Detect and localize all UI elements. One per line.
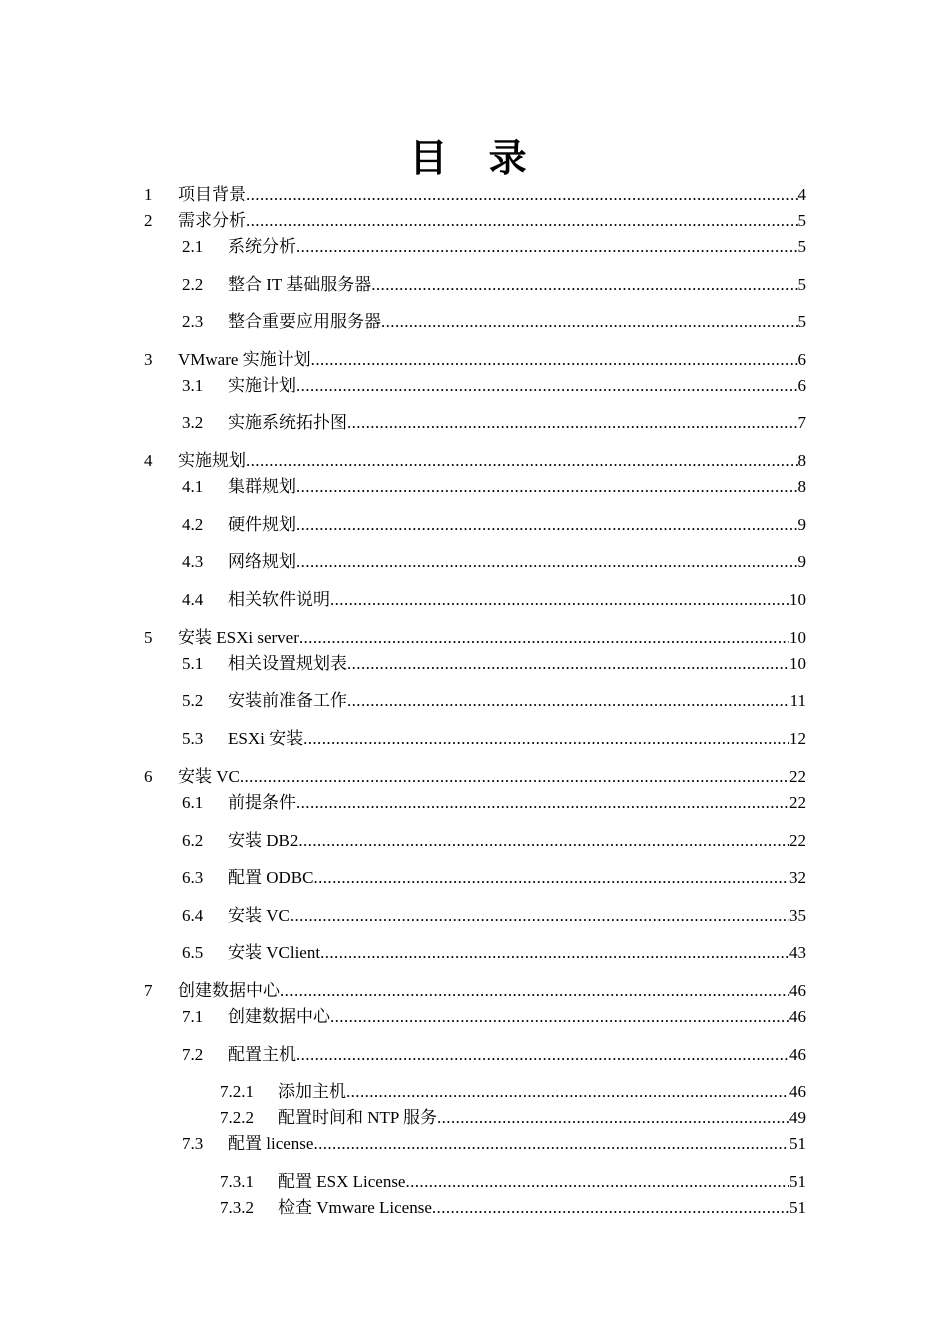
toc-entry[interactable] — [182, 653, 806, 675]
toc-entry-page: 32 — [789, 868, 806, 887]
toc-entry[interactable] — [182, 830, 806, 852]
toc-dot-leader — [347, 653, 789, 675]
toc-entry-number: 7.3.1 — [220, 1172, 254, 1191]
toc-entry-title: 整合 IT 基础服务器 — [228, 275, 372, 294]
toc-dot-leader — [320, 942, 789, 964]
toc-entry-page: 8 — [797, 477, 806, 496]
toc-dot-leader — [246, 450, 798, 472]
toc-entry-number: 2.2 — [182, 275, 204, 294]
toc-entry-number: 6.1 — [182, 793, 204, 812]
toc-entry-title: 配置主机 — [228, 1045, 296, 1064]
toc-entry[interactable] — [220, 1107, 806, 1129]
toc-entry-title: 安装 VClient — [228, 943, 321, 962]
toc-entry-page: 7 — [797, 413, 806, 432]
toc-dot-leader — [240, 766, 789, 788]
toc-entry-number: 7.2 — [182, 1045, 204, 1064]
toc-entry[interactable] — [144, 184, 806, 206]
toc-dot-leader — [296, 236, 798, 258]
toc-entry-page: 35 — [789, 906, 806, 925]
toc-entry-number: 6 — [144, 767, 153, 786]
toc-dot-leader — [296, 375, 798, 397]
toc-entry-page: 6 — [797, 376, 806, 395]
toc-entry-number: 5.3 — [182, 729, 204, 748]
toc-dot-leader — [296, 1044, 789, 1066]
toc-entry-title: 系统分析 — [228, 237, 296, 256]
toc-dot-leader — [296, 792, 789, 814]
toc-entry-number: 6.2 — [182, 831, 204, 850]
toc-entry[interactable] — [220, 1197, 806, 1219]
toc-dot-leader — [290, 905, 789, 927]
toc-entry[interactable] — [144, 349, 806, 371]
toc-entry-number: 6.5 — [182, 943, 204, 962]
toc-dot-leader — [347, 690, 790, 712]
toc-entry-number: 4.1 — [182, 477, 204, 496]
toc-entry-title: 检查 Vmware License — [278, 1198, 432, 1217]
toc-entry-page: 51 — [789, 1198, 806, 1217]
toc-entry-number: 2.1 — [182, 237, 204, 256]
toc-entry-number: 3.1 — [182, 376, 204, 395]
page-title: 目 录 — [409, 135, 541, 180]
toc-entry-title: 配置 license — [228, 1134, 314, 1153]
toc-dot-leader — [246, 184, 798, 206]
toc-entry[interactable] — [182, 551, 806, 573]
toc-entry-page: 22 — [789, 831, 806, 850]
toc-entry[interactable] — [182, 867, 806, 889]
toc-entry[interactable] — [182, 589, 806, 611]
toc-dot-leader — [432, 1197, 789, 1219]
toc-entry-number: 5.2 — [182, 691, 204, 710]
toc-entry-number: 3 — [144, 350, 153, 369]
toc-entry-number: 7 — [144, 981, 153, 1000]
toc-entry-number: 1 — [144, 185, 153, 204]
toc-dot-leader — [313, 1133, 789, 1155]
toc-entry-number: 7.2.1 — [220, 1082, 254, 1101]
toc-entry[interactable] — [182, 905, 806, 927]
toc-entry-title: 创建数据中心 — [178, 981, 280, 1000]
toc-entry-title: ESXi 安装 — [228, 729, 304, 748]
toc-entry-page: 12 — [789, 729, 806, 748]
toc-dot-leader — [311, 349, 798, 371]
toc-entry-number: 7.3.2 — [220, 1198, 254, 1217]
toc-dot-leader — [246, 210, 798, 232]
toc-dot-leader — [280, 980, 789, 1002]
toc-dot-leader — [303, 728, 789, 750]
toc-entry-number: 4 — [144, 451, 153, 470]
toc-entry-page: 22 — [789, 767, 806, 786]
toc-entry[interactable] — [220, 1171, 806, 1193]
toc-dot-leader — [299, 627, 789, 649]
toc-entry-title: 添加主机 — [278, 1082, 346, 1101]
toc-entry-number: 2.3 — [182, 312, 204, 331]
toc-entry-title: 需求分析 — [178, 211, 246, 230]
toc-entry-title: 网络规划 — [228, 552, 296, 571]
toc-entry[interactable] — [220, 1081, 806, 1103]
toc-entry-page: 46 — [789, 981, 806, 1000]
toc-entry[interactable] — [182, 942, 806, 964]
toc-entry-page: 43 — [789, 943, 806, 962]
toc-entry[interactable] — [182, 690, 806, 712]
toc-dot-leader — [346, 1081, 789, 1103]
toc-entry-title: 安装 DB2 — [228, 831, 299, 850]
toc-entry-page: 4 — [797, 185, 806, 204]
toc-entry-number: 4.2 — [182, 515, 204, 534]
toc-entry-number: 4.4 — [182, 590, 204, 609]
toc-entry-title: 实施系统拓扑图 — [228, 413, 347, 432]
toc-entry-number: 7.3 — [182, 1134, 204, 1153]
toc-entry-page: 46 — [789, 1045, 806, 1064]
toc-entry-title: 集群规划 — [228, 477, 296, 496]
toc-entry[interactable] — [182, 1044, 806, 1066]
toc-entry-number: 2 — [144, 211, 153, 230]
toc-entry[interactable] — [182, 514, 806, 536]
toc-dot-leader — [381, 311, 798, 333]
toc-entry-title: VMware 实施计划 — [178, 350, 311, 369]
toc-dot-leader — [347, 412, 798, 434]
toc-entry[interactable] — [182, 1133, 806, 1155]
toc-entry-number: 4.3 — [182, 552, 204, 571]
toc-entry-title: 创建数据中心 — [228, 1007, 330, 1026]
toc-entry[interactable] — [182, 792, 806, 814]
toc-entry-page: 51 — [789, 1172, 806, 1191]
toc-entry-page: 10 — [789, 590, 806, 609]
toc-entry-page: 6 — [797, 350, 806, 369]
toc-entry-title: 安装 ESXi server — [178, 628, 299, 647]
toc-entry-title: 实施计划 — [228, 376, 296, 395]
toc-dot-leader — [296, 514, 798, 536]
toc-entry-title: 整合重要应用服务器 — [228, 312, 381, 331]
toc-entry[interactable] — [182, 236, 806, 258]
toc-entry-title: 安装前准备工作 — [228, 691, 347, 710]
toc-dot-leader — [296, 551, 798, 573]
toc-entry[interactable] — [144, 210, 806, 232]
toc-entry[interactable] — [182, 1006, 806, 1028]
toc-dot-leader — [437, 1107, 789, 1129]
toc-entry-title: 相关设置规划表 — [228, 654, 347, 673]
toc-entry-title: 实施规划 — [178, 451, 246, 470]
toc-entry-page: 5 — [797, 211, 806, 230]
toc-entry-title: 安装 VC — [178, 767, 240, 786]
toc-entry-page: 5 — [797, 312, 806, 331]
toc-entry-page: 8 — [797, 451, 806, 470]
toc-entry-page: 51 — [789, 1134, 806, 1153]
toc-entry-page: 22 — [789, 793, 806, 812]
toc-entry-number: 6.4 — [182, 906, 204, 925]
toc-dot-leader — [298, 830, 789, 852]
toc-dot-leader — [371, 274, 797, 296]
toc-entry-number: 7.1 — [182, 1007, 204, 1026]
toc-entry-page: 5 — [797, 275, 806, 294]
toc-entry-number: 5.1 — [182, 654, 204, 673]
toc-entry-page: 5 — [797, 237, 806, 256]
toc-entry-number: 5 — [144, 628, 153, 647]
toc-dot-leader — [296, 476, 798, 498]
toc-entry-page: 9 — [797, 515, 806, 534]
toc-entry[interactable] — [144, 766, 806, 788]
toc-entry[interactable] — [144, 627, 806, 649]
toc-entry[interactable] — [144, 450, 806, 472]
toc-entry-number: 7.2.2 — [220, 1108, 254, 1127]
toc-entry-title: 相关软件说明 — [228, 590, 330, 609]
toc-entry-page: 46 — [789, 1082, 806, 1101]
toc-entry[interactable] — [182, 274, 806, 296]
toc-entry-number: 6.3 — [182, 868, 204, 887]
toc-entry-page: 11 — [789, 691, 806, 710]
toc-entry-page: 49 — [789, 1108, 806, 1127]
toc-entry[interactable] — [182, 311, 806, 333]
toc-entry[interactable] — [182, 375, 806, 397]
toc-entry[interactable] — [182, 476, 806, 498]
toc-dot-leader — [330, 589, 789, 611]
toc-entry[interactable] — [144, 980, 806, 1002]
toc-entry-page: 46 — [789, 1007, 806, 1026]
toc-entry-number: 3.2 — [182, 413, 204, 432]
toc-entry-title: 前提条件 — [228, 793, 296, 812]
toc-entry-title: 硬件规划 — [228, 515, 296, 534]
toc-entry-title: 配置 ODBC — [228, 868, 314, 887]
toc-entry[interactable] — [182, 728, 806, 750]
toc-entry-title: 项目背景 — [178, 185, 246, 204]
toc-entry-page: 10 — [789, 654, 806, 673]
toc-entry-title: 安装 VC — [228, 906, 290, 925]
toc-entry[interactable] — [182, 412, 806, 434]
toc-dot-leader — [313, 867, 789, 889]
toc-entry-page: 10 — [789, 628, 806, 647]
toc-dot-leader — [330, 1006, 789, 1028]
toc-dot-leader — [405, 1171, 789, 1193]
toc-entry-page: 9 — [797, 552, 806, 571]
toc-entry-title: 配置时间和 NTP 服务 — [278, 1108, 437, 1127]
toc-entry-title: 配置 ESX License — [278, 1172, 406, 1191]
